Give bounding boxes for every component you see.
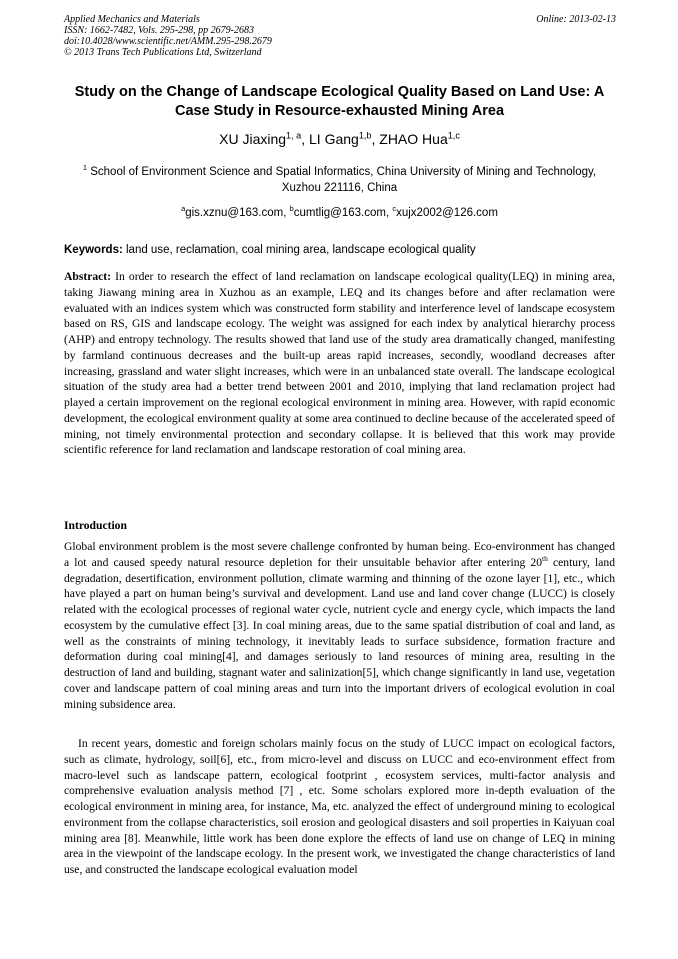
author-affiliation-mark: 1,c [447, 130, 460, 141]
abstract-label: Abstract: [64, 270, 112, 283]
intro-paragraph-1 [64, 539, 615, 712]
author-name: XU Jiaxing [219, 131, 287, 147]
superscript: th [542, 553, 548, 563]
keywords-text: land use, reclamation, coal mining area, landscape ecological quality [122, 244, 476, 256]
issn-line: ISSN: 1662-7482, Vols. 295-298, pp 2679-2683 [64, 25, 254, 36]
author-name: ZHAO Hua [379, 131, 448, 147]
paragraph-text: Global environment problem is the most severe challenge confronted by human being. Eco-environment has changed a lot and caused speedy natural resource depletion for their unsuitable behavior after entering 20 [64, 540, 615, 569]
email-address: cumtlig@163.com, [293, 207, 393, 219]
doi-line: doi:10.4028/www.scientific.net/AMM.295-298.2679 [64, 36, 272, 47]
author-affiliation-mark: 1, a [286, 130, 302, 141]
author-affiliation-mark: 1,b [358, 130, 372, 141]
affiliation [64, 164, 615, 196]
copyright-line: © 2013 Trans Tech Publications Ltd, Switzerland [64, 47, 262, 58]
keywords [64, 242, 615, 258]
affiliation-mark: 1 [82, 163, 88, 173]
email-mark: b [289, 204, 294, 214]
author-separator: , [301, 131, 309, 147]
journal-name: Applied Mechanics and Materials [64, 14, 200, 25]
section-heading-introduction: Introduction [64, 519, 127, 532]
affiliation-text: School of Environment Science and Spatial Informatics, China University of Mining and Technology, Xuzhou 221116, China [87, 166, 597, 194]
email-mark: c [392, 204, 397, 214]
email-address: xujx2002@126.com [396, 207, 498, 219]
paper-title: Study on the Change of Landscape Ecological Quality Based on Land Use: A Case Study in Resource-exhausted Mining Area [74, 84, 605, 119]
author-name: LI Gang [309, 131, 359, 147]
author-separator: , [371, 131, 380, 147]
paragraph-text: century, land degradation, desertification, environment pollution, climate warming and thinning of the ozone layer [1], etc., which have played a part on human being’s survival and development. Land use and land cover change (LUCC) is closely related with the ecological processes of regional water cycle, nutrient cycle and energy cycle, which impacts the land ecosystem by the cumulative effect [3]. In coal mining areas, due to the same spatial distribution of coal and land, as well as the constraints of mining technology, it inevitably leads to surface subsidence, formation fracture and deformation during coal mining[4], and damages seriously to land resources of mining area, resulting in the destruction of land and building, stagnant water and salinization[5], which change significantly in land use, vegetation cover and landscape pattern of coal mining areas and turn into the important drivers of ecological evolution in coal mining subsidence area. [64, 555, 615, 711]
online-date: Online: 2013-02-13 [536, 14, 616, 25]
email-mark: a [181, 204, 186, 214]
abstract-text: In order to research the effect of land reclamation on landscape ecological quality(LEQ) in mining area, taking Jiawang mining area in Xuzhou as an example, LEQ and its changes before and after reclamation were evaluated with an indices system which was constructed form stability and interference level of landscape ecosystem based on RS, GIS and landscape ecology. The weight was assigned for each index by analytical hierarchy process (AHP) and entropy technology. The results showed that land use of the study area dramatically changed, manifesting by farmland continuous decreases and the built-up areas rapid increases, secondly, woodland decreases after increasing, grassland and water slight increases, which were in an unbalanced state overall. The landscape ecological situation of the study area had a better trend between 2001 and 2010, implying that land reclamation project had played a certain improvement on the regional ecological environment in mining area. However, with rapid economic development, the ecological environment quality at some area continued to decline because of the accelerated speed of mining, not timely environmental protection and secondary collapse. It is believed that this work may provide scientific reference for land reclamation and landscape restoration of coal mining area. [64, 270, 615, 457]
author-list [64, 130, 615, 148]
intro-paragraph-2: In recent years, domestic and foreign scholars mainly focus on the study of LUCC impact on ecological factors, such as climate, hydrology, soil[6], etc., from micro-level and discuss on LUCC and eco-environment effect from macro-level such as landscape pattern, ecological footprint , ecosystem services, multi-factor analysis and comprehensive evaluation analysis method [7] , etc. Some scholars explored more in-depth evaluation of the ecological environment in mining area, for instance, Ma, etc. analyzed the effect of underground mining to ecological environment from the collapse characteristics, soil erosion and geological disasters and soil properties in Kaiyuan coal mining area [8]. Meanwhile, little work has been done explore the effects of land use on change of LEQ in mining area in the viewpoint of the landscape ecology. In the present work, we investigated the change characteristics of land use, and constructed the landscape ecological evaluation model [64, 737, 615, 876]
author-emails [64, 205, 615, 221]
journal-header [64, 14, 616, 58]
abstract [64, 269, 615, 458]
email-address: gis.xznu@163.com, [185, 207, 290, 219]
keywords-label: Keywords: [64, 244, 123, 256]
